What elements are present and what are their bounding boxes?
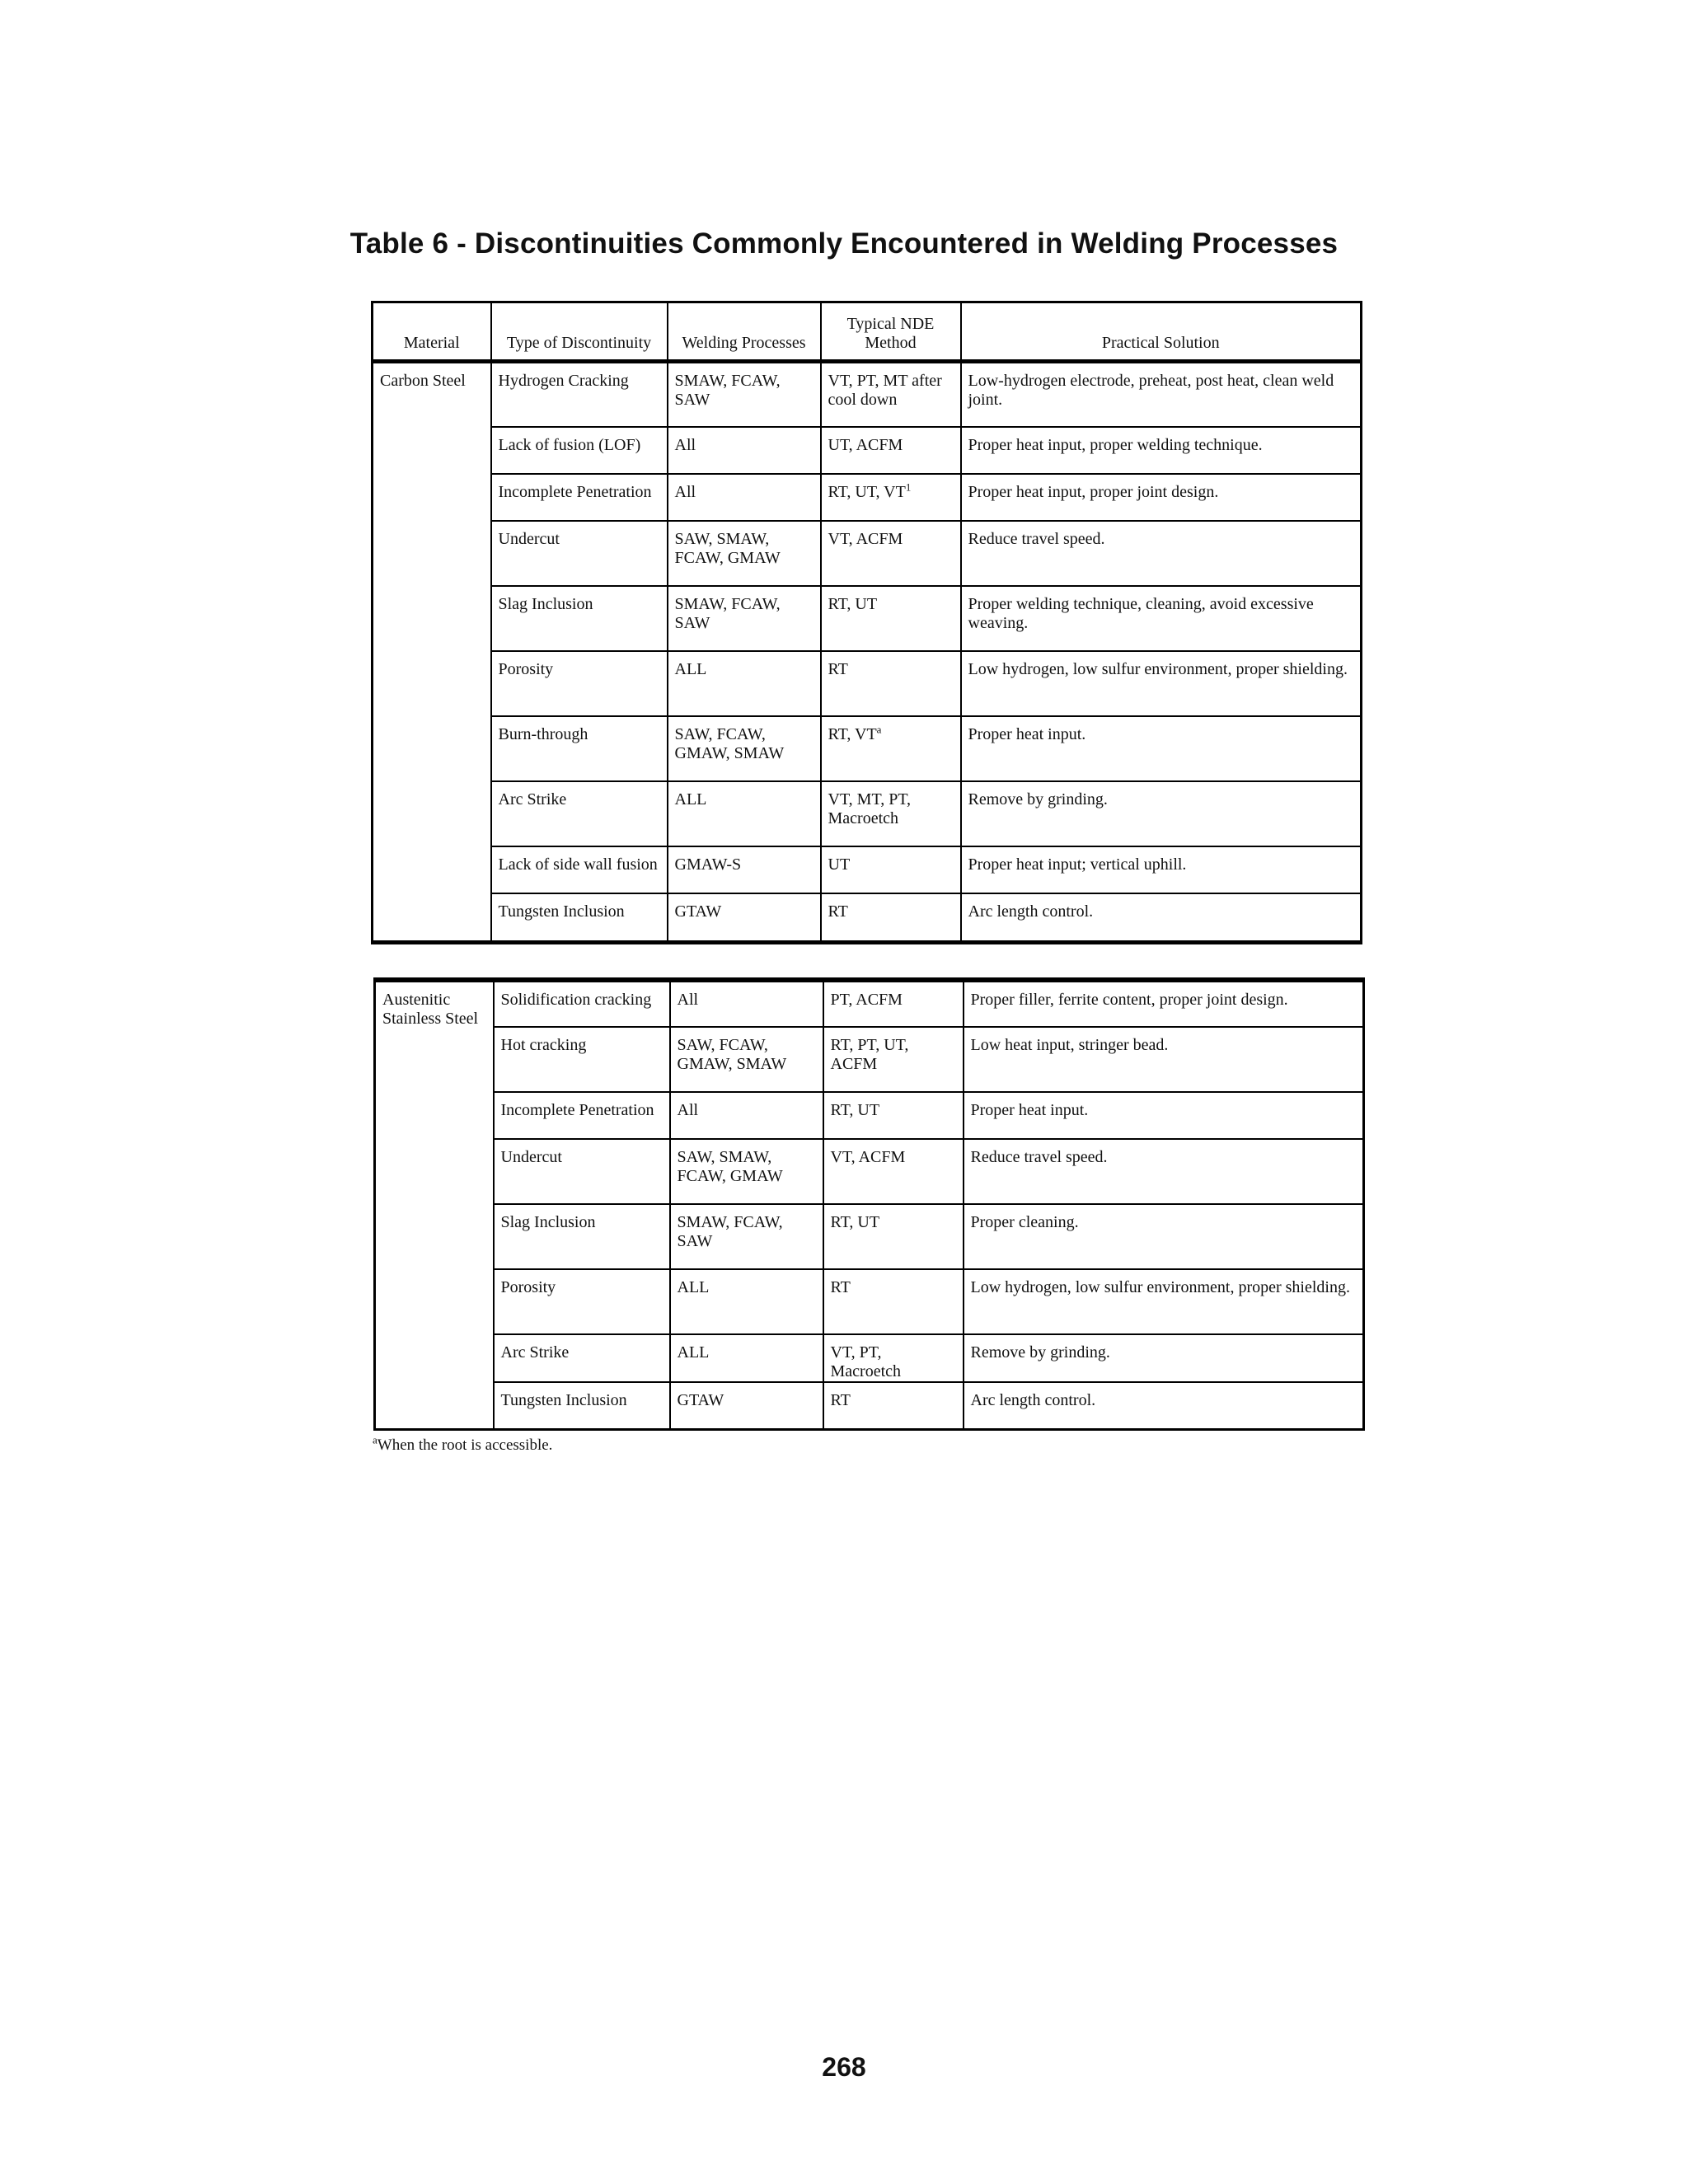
page-number: 268 (822, 2052, 866, 2082)
solution-text: Remove by grinding. (970, 1343, 1110, 1361)
type-text: Incomplete Penetration (498, 482, 652, 501)
processes-text: SAW, SMAW, FCAW, GMAW (674, 529, 781, 567)
nde-text: RT, PT, UT, ACFM (830, 1036, 909, 1073)
nde-cell (821, 474, 961, 521)
solution-cell (961, 427, 1362, 474)
solution-text: Reduce travel speed. (970, 1148, 1108, 1166)
type-cell (491, 716, 668, 781)
table-row (373, 586, 1362, 651)
solution-cell (961, 362, 1362, 427)
solution-cell (964, 1334, 1364, 1382)
nde-cell (823, 980, 964, 1027)
processes-cell (668, 846, 821, 893)
processes-text: SMAW, FCAW, SAW (674, 372, 781, 409)
nde-cell (821, 427, 961, 474)
type-cell (494, 1204, 670, 1269)
type-cell (491, 846, 668, 893)
solution-text: Proper heat input. (968, 724, 1086, 743)
solution-cell (964, 1027, 1364, 1092)
solution-text: Low hydrogen, low sulfur environment, proper shielding. (968, 659, 1348, 678)
solution-cell (964, 1139, 1364, 1204)
nde-cell (823, 1139, 964, 1204)
table-row (375, 1382, 1364, 1429)
processes-text: ALL (677, 1343, 710, 1361)
type-text: Undercut (498, 529, 560, 548)
stainless-steel-table (373, 977, 1365, 1431)
solution-cell (961, 474, 1362, 521)
processes-text: ALL (677, 1278, 710, 1296)
table-row (375, 1027, 1364, 1092)
footnote (373, 1433, 553, 1455)
type-cell (491, 651, 668, 716)
type-text: Hot cracking (500, 1036, 587, 1054)
processes-text: All (674, 482, 696, 501)
nde-cell (821, 651, 961, 716)
processes-cell (670, 1269, 823, 1334)
table-header-row (373, 302, 1362, 362)
table-row (375, 1139, 1364, 1204)
nde-text: RT (830, 1391, 851, 1409)
processes-text: SMAW, FCAW, SAW (677, 1213, 783, 1250)
nde-text: VT, PT, Macroetch (830, 1343, 902, 1380)
processes-text: SMAW, FCAW, SAW (674, 594, 781, 632)
solution-cell (961, 846, 1362, 893)
type-cell (494, 980, 670, 1027)
processes-text: All (674, 435, 696, 454)
type-cell (494, 1269, 670, 1334)
table-row (375, 1334, 1364, 1382)
type-text: Lack of fusion (LOF) (498, 435, 641, 454)
type-cell (491, 781, 668, 846)
type-cell (494, 1027, 670, 1092)
table-row (373, 893, 1362, 943)
processes-cell (668, 893, 821, 943)
type-cell (491, 362, 668, 427)
table-row (373, 474, 1362, 521)
solution-text: Reduce travel speed. (968, 529, 1105, 548)
table-row (373, 521, 1362, 586)
table-row (373, 716, 1362, 781)
solution-cell (961, 521, 1362, 586)
type-text: Slag Inclusion (500, 1213, 596, 1231)
type-cell (491, 586, 668, 651)
table-row (375, 1269, 1364, 1334)
solution-text: Low-hydrogen electrode, preheat, post heat, clean weld joint. (968, 372, 1334, 409)
nde-cell (821, 781, 961, 846)
carbon-steel-rows (373, 362, 1362, 943)
nde-text: VT, ACFM (830, 1148, 906, 1166)
nde-cell (823, 1204, 964, 1269)
nde-cell (821, 716, 961, 781)
nde-text: VT, MT, PT, Macroetch (828, 790, 912, 827)
type-text: Arc Strike (498, 790, 567, 808)
nde-text: UT (828, 855, 851, 874)
table-row (373, 651, 1362, 716)
nde-superscript: a (876, 722, 882, 735)
solution-text: Proper heat input. (970, 1101, 1089, 1119)
nde-cell (823, 1382, 964, 1429)
processes-text: ALL (674, 659, 707, 678)
processes-cell (670, 1382, 823, 1429)
table-row (373, 846, 1362, 893)
nde-text: RT, UT (828, 594, 878, 613)
type-text: Hydrogen Cracking (498, 372, 629, 390)
type-cell (491, 893, 668, 943)
nde-superscript: 1 (905, 480, 912, 493)
footnote-marker: a (373, 1433, 377, 1446)
processes-cell (670, 980, 823, 1027)
solution-cell (961, 651, 1362, 716)
processes-text: SAW, FCAW, GMAW, SMAW (677, 1036, 787, 1073)
solution-cell (964, 980, 1364, 1027)
nde-cell (821, 893, 961, 943)
solution-text: Proper welding technique, cleaning, avoid excessive weaving. (968, 594, 1314, 632)
table-row (373, 427, 1362, 474)
header-solution: Practical Solution (961, 302, 1362, 362)
processes-cell (668, 362, 821, 427)
solution-cell (964, 1269, 1364, 1334)
type-cell (491, 474, 668, 521)
nde-text: VT, ACFM (828, 529, 903, 548)
solution-cell (964, 1382, 1364, 1429)
type-text: Tungsten Inclusion (498, 902, 625, 921)
type-cell (494, 1139, 670, 1204)
type-text: Tungsten Inclusion (500, 1391, 627, 1409)
solution-cell (961, 716, 1362, 781)
processes-cell (668, 586, 821, 651)
processes-text: GTAW (674, 902, 722, 921)
table-title: Table 6 - Discontinuities Commonly Encountered in Welding Processes (349, 227, 1339, 260)
nde-cell (821, 586, 961, 651)
nde-cell (823, 1334, 964, 1382)
processes-text: ALL (674, 790, 707, 808)
solution-text: Low heat input, stringer bead. (970, 1036, 1169, 1054)
nde-text: RT, UT (830, 1213, 880, 1231)
nde-text: PT, ACFM (830, 991, 903, 1009)
type-text: Slag Inclusion (498, 594, 593, 613)
nde-text: RT, UT, VT (828, 482, 906, 501)
nde-text: VT, PT, MT after cool down (828, 372, 942, 409)
processes-cell (670, 1204, 823, 1269)
type-text: Arc Strike (500, 1343, 570, 1361)
type-text: Burn-through (498, 724, 588, 743)
nde-cell (823, 1092, 964, 1139)
nde-cell (821, 846, 961, 893)
material-cell: Carbon Steel (373, 362, 491, 943)
processes-cell (668, 521, 821, 586)
processes-cell (668, 474, 821, 521)
solution-text: Arc length control. (970, 1391, 1096, 1409)
type-cell (491, 427, 668, 474)
table-row (375, 1092, 1364, 1139)
type-text: Undercut (500, 1148, 562, 1166)
nde-text: RT (828, 659, 848, 678)
header-processes: Welding Processes (668, 302, 821, 362)
solution-text: Proper heat input, proper welding technique. (968, 435, 1263, 454)
stainless-steel-rows (375, 980, 1364, 1429)
solution-cell (964, 1092, 1364, 1139)
type-cell (494, 1092, 670, 1139)
solution-text: Arc length control. (968, 902, 1094, 921)
nde-text: RT, UT (830, 1101, 880, 1119)
table-row (375, 1204, 1364, 1269)
processes-text: All (677, 991, 699, 1009)
type-text: Porosity (498, 659, 554, 678)
processes-text: GTAW (677, 1391, 724, 1409)
solution-text: Proper heat input; vertical uphill. (968, 855, 1187, 874)
processes-cell (670, 1027, 823, 1092)
processes-text: SAW, SMAW, FCAW, GMAW (677, 1148, 783, 1185)
header-nde: Typical NDE Method (821, 302, 961, 362)
solution-text: Proper cleaning. (970, 1213, 1079, 1231)
nde-text: RT (828, 902, 848, 921)
processes-cell (670, 1092, 823, 1139)
processes-cell (668, 716, 821, 781)
solution-cell (964, 1204, 1364, 1269)
processes-text: GMAW-S (674, 855, 742, 874)
solution-text: Remove by grinding. (968, 790, 1108, 808)
processes-cell (670, 1334, 823, 1382)
table-row (373, 781, 1362, 846)
header-type: Type of Discontinuity (491, 302, 668, 362)
solution-text: Proper filler, ferrite content, proper joint design. (970, 991, 1288, 1009)
type-cell (494, 1382, 670, 1429)
type-text: Solidification cracking (500, 991, 652, 1009)
header-material: Material (373, 302, 491, 362)
nde-text: UT, ACFM (828, 435, 903, 454)
type-text: Lack of side wall fusion (498, 855, 658, 874)
table-row (375, 980, 1364, 1027)
nde-cell (821, 521, 961, 586)
processes-cell (668, 651, 821, 716)
type-text: Incomplete Penetration (500, 1101, 654, 1119)
type-cell (494, 1334, 670, 1382)
carbon-steel-table (371, 301, 1362, 944)
solution-text: Low hydrogen, low sulfur environment, proper shielding. (970, 1278, 1350, 1296)
processes-cell (668, 427, 821, 474)
footnote-text: When the root is accessible. (377, 1436, 553, 1454)
nde-text: RT, VT (828, 724, 877, 743)
solution-cell (961, 781, 1362, 846)
type-text: Porosity (500, 1278, 556, 1296)
nde-cell (823, 1269, 964, 1334)
processes-cell (670, 1139, 823, 1204)
nde-text: RT (830, 1278, 851, 1296)
nde-cell (821, 362, 961, 427)
type-cell (491, 521, 668, 586)
processes-text: All (677, 1101, 699, 1119)
processes-text: SAW, FCAW, GMAW, SMAW (674, 724, 785, 762)
solution-cell (961, 586, 1362, 651)
solution-text: Proper heat input, proper joint design. (968, 482, 1219, 501)
material-cell: Austenitic Stainless Steel (375, 980, 494, 1429)
solution-cell (961, 893, 1362, 943)
table-row (373, 362, 1362, 427)
processes-cell (668, 781, 821, 846)
nde-cell (823, 1027, 964, 1092)
